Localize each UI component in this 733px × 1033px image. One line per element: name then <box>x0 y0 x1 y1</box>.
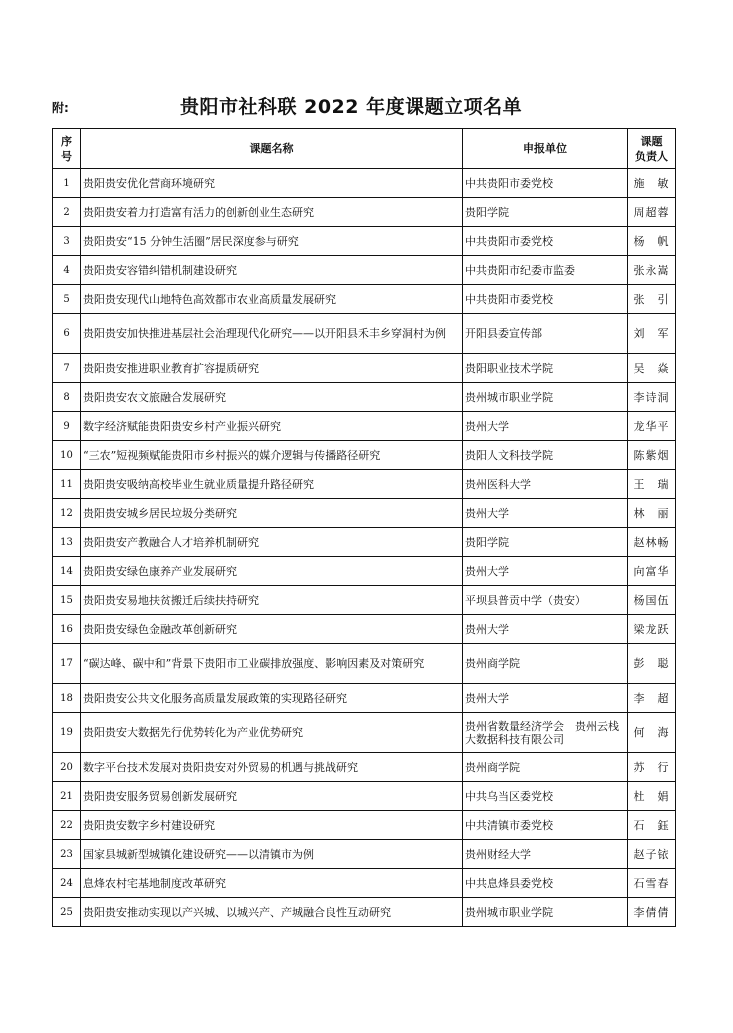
row-number: 21 <box>53 782 81 811</box>
project-lead: 赵子铱 <box>628 840 676 869</box>
row-number: 25 <box>53 898 81 927</box>
project-name: “三农”短视频赋能贵阳市乡村振兴的媒介逻辑与传播路径研究 <box>81 441 463 470</box>
table-row <box>53 869 676 898</box>
attachment-prefix: 附: <box>52 101 69 115</box>
table-row <box>53 840 676 869</box>
row-number: 10 <box>53 441 81 470</box>
project-lead: 向富华 <box>628 557 676 586</box>
row-number: 3 <box>53 227 81 256</box>
applicant-unit: 贵州大学 <box>463 615 628 644</box>
project-name: 贵阳贵安“15 分钟生活圈”居民深度参与研究 <box>81 227 463 256</box>
project-lead: 王 瑞 <box>628 470 676 499</box>
table-row <box>53 227 676 256</box>
row-number: 16 <box>53 615 81 644</box>
applicant-unit: 贵州财经大学 <box>463 840 628 869</box>
header-no <box>53 129 81 169</box>
header-lead <box>628 129 676 169</box>
applicant-unit: 中共乌当区委党校 <box>463 782 628 811</box>
table-row <box>53 713 676 753</box>
table-row <box>53 314 676 354</box>
project-lead: 陈紫烟 <box>628 441 676 470</box>
row-number: 2 <box>53 198 81 227</box>
applicant-unit: 贵州省数量经济学会 贵州云栈大数据科技有限公司 <box>463 713 628 753</box>
applicant-unit: 中共贵阳市委党校 <box>463 285 628 314</box>
project-name: 贵阳贵安易地扶贫搬迁后续扶持研究 <box>81 586 463 615</box>
table-row <box>53 528 676 557</box>
header-no-line2: 号 <box>61 149 72 163</box>
project-lead: 吴 焱 <box>628 354 676 383</box>
row-number: 14 <box>53 557 81 586</box>
applicant-unit: 中共贵阳市纪委市监委 <box>463 256 628 285</box>
table-row <box>53 811 676 840</box>
project-name: 贵阳贵安公共文化服务高质量发展政策的实现路径研究 <box>81 684 463 713</box>
project-table <box>52 128 676 927</box>
project-name: 贵阳贵安数字乡村建设研究 <box>81 811 463 840</box>
project-name: 息烽农村宅基地制度改革研究 <box>81 869 463 898</box>
project-lead: 张 引 <box>628 285 676 314</box>
applicant-unit: 贵阳人文科技学院 <box>463 441 628 470</box>
project-lead: 杨 帆 <box>628 227 676 256</box>
project-lead: 苏 行 <box>628 753 676 782</box>
table-row <box>53 753 676 782</box>
project-name: 国家县城新型城镇化建设研究——以清镇市为例 <box>81 840 463 869</box>
project-name: 贵阳贵安绿色康养产业发展研究 <box>81 557 463 586</box>
applicant-unit: 中共清镇市委党校 <box>463 811 628 840</box>
applicant-unit: 贵州医科大学 <box>463 470 628 499</box>
table-row <box>53 412 676 441</box>
header-name: 课题名称 <box>81 129 463 169</box>
project-name: 数字平台技术发展对贵阳贵安对外贸易的机遇与挑战研究 <box>81 753 463 782</box>
row-number: 5 <box>53 285 81 314</box>
project-lead: 李 超 <box>628 684 676 713</box>
project-lead: 张永嵩 <box>628 256 676 285</box>
project-name: 贵阳贵安服务贸易创新发展研究 <box>81 782 463 811</box>
project-lead: 施 敏 <box>628 169 676 198</box>
project-lead: 龙华平 <box>628 412 676 441</box>
row-number: 1 <box>53 169 81 198</box>
project-lead: 石雪春 <box>628 869 676 898</box>
applicant-unit: 贵阳学院 <box>463 198 628 227</box>
applicant-unit: 贵州大学 <box>463 557 628 586</box>
row-number: 24 <box>53 869 81 898</box>
table-row <box>53 898 676 927</box>
applicant-unit: 贵州商学院 <box>463 753 628 782</box>
row-number: 15 <box>53 586 81 615</box>
header-lead-line2: 负责人 <box>635 149 668 163</box>
project-lead: 赵林畅 <box>628 528 676 557</box>
row-number: 19 <box>53 713 81 753</box>
row-number: 22 <box>53 811 81 840</box>
row-number: 8 <box>53 383 81 412</box>
table-row <box>53 644 676 684</box>
project-lead: 李倩倩 <box>628 898 676 927</box>
row-number: 20 <box>53 753 81 782</box>
project-name: 贵阳贵安吸纳高校毕业生就业质量提升路径研究 <box>81 470 463 499</box>
row-number: 9 <box>53 412 81 441</box>
table-row <box>53 586 676 615</box>
table-row <box>53 285 676 314</box>
row-number: 4 <box>53 256 81 285</box>
applicant-unit: 贵州大学 <box>463 684 628 713</box>
applicant-unit: 贵州大学 <box>463 499 628 528</box>
row-number: 23 <box>53 840 81 869</box>
applicant-unit: 贵州城市职业学院 <box>463 383 628 412</box>
table-row <box>53 684 676 713</box>
table-row <box>53 441 676 470</box>
project-name: 数字经济赋能贵阳贵安乡村产业振兴研究 <box>81 412 463 441</box>
row-number: 6 <box>53 314 81 354</box>
table-row <box>53 383 676 412</box>
table-row <box>53 782 676 811</box>
row-number: 13 <box>53 528 81 557</box>
project-lead: 杜 娟 <box>628 782 676 811</box>
project-name: 贵阳贵安农文旅融合发展研究 <box>81 383 463 412</box>
table-row <box>53 198 676 227</box>
project-name: 贵阳贵安着力打造富有活力的创新创业生态研究 <box>81 198 463 227</box>
project-name: 贵阳贵安现代山地特色高效都市农业高质量发展研究 <box>81 285 463 314</box>
row-number: 18 <box>53 684 81 713</box>
table-row <box>53 470 676 499</box>
project-lead: 石 鈺 <box>628 811 676 840</box>
applicant-unit: 中共息烽县委党校 <box>463 869 628 898</box>
project-name: 贵阳贵安城乡居民垃圾分类研究 <box>81 499 463 528</box>
project-lead: 刘 军 <box>628 314 676 354</box>
table-row <box>53 169 676 198</box>
project-lead: 杨国伍 <box>628 586 676 615</box>
applicant-unit: 贵州城市职业学院 <box>463 898 628 927</box>
table-row <box>53 256 676 285</box>
applicant-unit: 贵州商学院 <box>463 644 628 684</box>
row-number: 17 <box>53 644 81 684</box>
project-name: 贵阳贵安产教融合人才培养机制研究 <box>81 528 463 557</box>
table-row <box>53 354 676 383</box>
project-lead: 梁龙跃 <box>628 615 676 644</box>
applicant-unit: 中共贵阳市委党校 <box>463 169 628 198</box>
row-number: 12 <box>53 499 81 528</box>
project-name: 贵阳贵安容错纠错机制建设研究 <box>81 256 463 285</box>
applicant-unit: 贵阳职业技术学院 <box>463 354 628 383</box>
project-lead: 林 丽 <box>628 499 676 528</box>
project-name: 贵阳贵安推进职业教育扩容提质研究 <box>81 354 463 383</box>
applicant-unit: 中共贵阳市委党校 <box>463 227 628 256</box>
applicant-unit: 贵州大学 <box>463 412 628 441</box>
table-header-row <box>53 129 676 169</box>
row-number: 11 <box>53 470 81 499</box>
project-name: 贵阳贵安优化营商环境研究 <box>81 169 463 198</box>
project-lead: 李诗洞 <box>628 383 676 412</box>
table-body <box>53 169 676 927</box>
applicant-unit: 平坝县普贡中学（贵安） <box>463 586 628 615</box>
applicant-unit: 开阳县委宣传部 <box>463 314 628 354</box>
project-name: “碳达峰、碳中和”背景下贵阳市工业碳排放强度、影响因素及对策研究 <box>81 644 463 684</box>
project-name: 贵阳贵安绿色金融改革创新研究 <box>81 615 463 644</box>
project-lead: 彭 聪 <box>628 644 676 684</box>
project-name: 贵阳贵安大数据先行优势转化为产业优势研究 <box>81 713 463 753</box>
project-name: 贵阳贵安推动实现以产兴城、以城兴产、产城融合良性互动研究 <box>81 898 463 927</box>
header-no-line1: 序 <box>61 134 72 148</box>
table-row <box>53 615 676 644</box>
row-number: 7 <box>53 354 81 383</box>
table-row <box>53 499 676 528</box>
project-lead: 何 海 <box>628 713 676 753</box>
applicant-unit: 贵阳学院 <box>463 528 628 557</box>
header-lead-line1: 课题 <box>640 134 663 148</box>
project-lead: 周超蓉 <box>628 198 676 227</box>
table-row <box>53 557 676 586</box>
project-name: 贵阳贵安加快推进基层社会治理现代化研究——以开阳县禾丰乡穿洞村为例 <box>81 314 463 354</box>
header-unit: 申报单位 <box>463 129 628 169</box>
document-title: 贵阳市社科联 2022 年度课题立项名单 <box>180 96 523 118</box>
